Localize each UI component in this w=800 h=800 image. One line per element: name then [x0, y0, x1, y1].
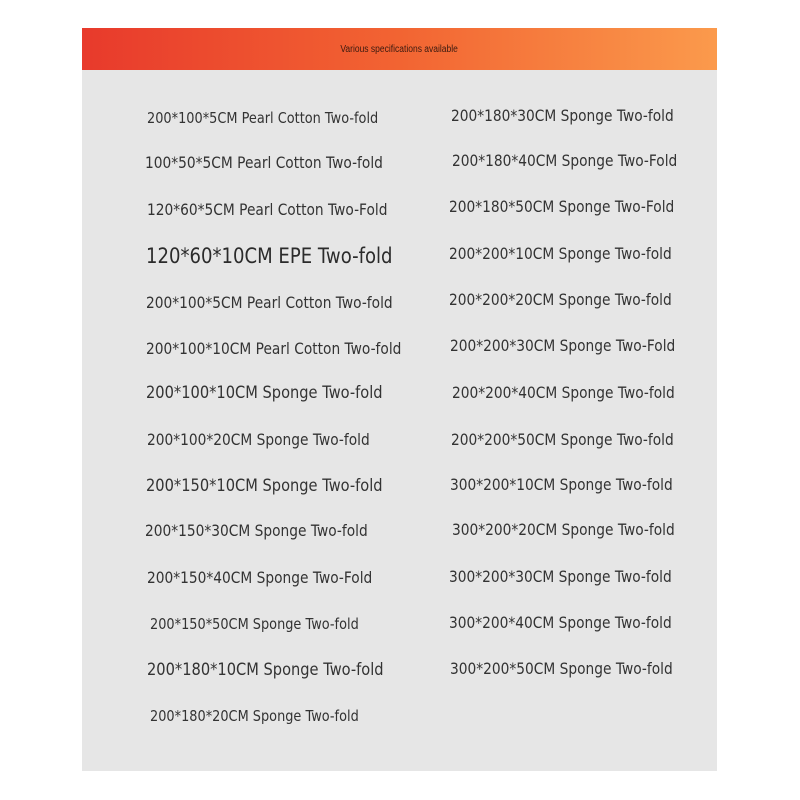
spec-item: 200*150*10CM Sponge Two-fold: [146, 476, 383, 496]
spec-item: 300*200*30CM Sponge Two-fold: [449, 567, 672, 586]
spec-item: 300*200*20CM Sponge Two-fold: [452, 520, 675, 539]
spec-item: 200*200*20CM Sponge Two-fold: [449, 290, 672, 309]
spec-item: 300*200*50CM Sponge Two-fold: [450, 659, 673, 678]
spec-item: 300*200*10CM Sponge Two-fold: [450, 475, 673, 494]
spec-item: 200*150*50CM Sponge Two-fold: [150, 615, 359, 633]
spec-item: 100*50*5CM Pearl Cotton Two-fold: [145, 153, 383, 172]
spec-item: 200*100*10CM Sponge Two-fold: [146, 383, 383, 403]
spec-item: 200*200*50CM Sponge Two-fold: [451, 430, 674, 449]
spec-item: 200*150*40CM Sponge Two-Fold: [147, 568, 373, 587]
spec-item: 200*200*30CM Sponge Two-Fold: [450, 336, 676, 355]
spec-item: 300*200*40CM Sponge Two-fold: [449, 613, 672, 632]
spec-item: 120*60*10CM EPE Two-fold: [146, 244, 393, 268]
spec-item: 200*100*10CM Pearl Cotton Two-fold: [146, 339, 402, 358]
spec-item: 200*200*10CM Sponge Two-fold: [449, 244, 672, 263]
spec-item: 200*100*20CM Sponge Two-fold: [147, 430, 370, 449]
spec-item: 200*180*10CM Sponge Two-fold: [147, 660, 384, 680]
spec-item: 200*180*30CM Sponge Two-fold: [451, 106, 674, 125]
spec-item: 200*180*40CM Sponge Two-Fold: [452, 151, 678, 170]
header-banner: [82, 28, 717, 70]
spec-item: 200*200*40CM Sponge Two-fold: [452, 383, 675, 402]
spec-item: 200*100*5CM Pearl Cotton Two-fold: [146, 293, 393, 312]
spec-panel: [82, 28, 717, 771]
spec-item: 120*60*5CM Pearl Cotton Two-Fold: [147, 200, 388, 219]
spec-item: 200*150*30CM Sponge Two-fold: [145, 521, 368, 540]
spec-item: 200*100*5CM Pearl Cotton Two-fold: [147, 109, 379, 127]
spec-item: 200*180*20CM Sponge Two-fold: [150, 707, 359, 725]
banner-title: Various specifications available: [340, 43, 459, 55]
spec-item: 200*180*50CM Sponge Two-Fold: [449, 197, 675, 216]
